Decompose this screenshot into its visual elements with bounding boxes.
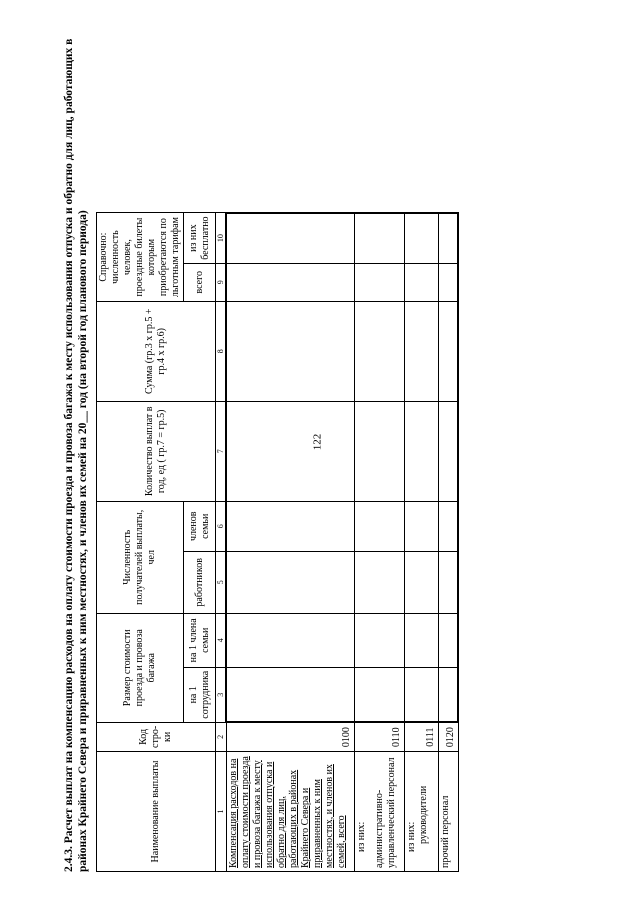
row-name: Компенсация расходов на оплату стоимости проезда и провоза багажа к месту использования отпуска и обратно для лиц, работающих в районах Крайнего Севера и приравненных к ним местностях, и членов их семей, всего [226, 752, 354, 872]
table-row [404, 213, 438, 872]
data-cell[interactable] [404, 667, 438, 722]
page-number: 122 [311, 433, 324, 451]
row-code: 0100 [226, 722, 354, 751]
data-cell[interactable] [438, 263, 458, 301]
data-cell[interactable] [404, 551, 438, 613]
col-num-4: 4 [216, 613, 227, 667]
data-cell[interactable] [438, 213, 458, 263]
table-row [354, 213, 404, 872]
data-cell[interactable] [354, 667, 404, 722]
row-name [404, 752, 438, 872]
row-prefix: из них: [355, 821, 367, 852]
data-cell[interactable] [438, 551, 458, 613]
col-num-7: 7 [216, 401, 227, 501]
header-recipients-employees: работников [184, 551, 216, 613]
payments-table [96, 212, 459, 872]
data-cell[interactable] [226, 401, 354, 501]
data-cell[interactable] [354, 551, 404, 613]
row-name: прочий персонал [438, 752, 458, 872]
data-cell[interactable] [354, 613, 404, 667]
row-code: 0110 [354, 722, 404, 751]
data-cell[interactable] [226, 613, 354, 667]
data-cell[interactable] [226, 501, 354, 551]
col-num-10: 10 [216, 213, 227, 263]
header-reference-total: всего [184, 263, 216, 301]
data-cell[interactable] [354, 401, 404, 501]
header-recipients-group: Численность получателей выплаты, чел [97, 501, 184, 613]
header-cost-employee: на 1 сотрудника [184, 667, 216, 722]
col-num-8: 8 [216, 301, 227, 401]
col-num-5: 5 [216, 551, 227, 613]
data-cell[interactable] [226, 213, 354, 263]
row-code: 0120 [438, 722, 458, 751]
data-cell[interactable] [438, 613, 458, 667]
data-cell[interactable] [438, 501, 458, 551]
data-cell[interactable] [226, 263, 354, 301]
header-recipients-family: членов семьи [184, 501, 216, 551]
header-code: Код стро-ки [97, 722, 216, 751]
row-label: административно-управленческий персонал [373, 757, 397, 868]
col-num-6: 6 [216, 501, 227, 551]
data-cell[interactable] [404, 263, 438, 301]
data-cell[interactable] [226, 551, 354, 613]
header-name: Наименование выплаты [97, 752, 216, 872]
data-cell[interactable] [404, 613, 438, 667]
data-cell[interactable] [438, 301, 458, 401]
table-row [438, 213, 458, 872]
table-row [226, 213, 354, 872]
col-num-9: 9 [216, 263, 227, 301]
heading-line-2: районах Крайнего Севера и приравненных к ним местностях, и членов их семей на 20__ год (на второй год планового периода) [77, 210, 89, 872]
data-cell[interactable] [354, 301, 404, 401]
data-cell[interactable] [404, 301, 438, 401]
header-cost-family: на 1 члена семьи [184, 613, 216, 667]
section-heading [62, 32, 90, 872]
header-reference-free: из них бесплатно [184, 213, 216, 263]
col-num-1: 1 [216, 752, 227, 872]
row-code: 0111 [404, 722, 438, 751]
data-cell[interactable] [354, 213, 404, 263]
heading-line-1: 2.4.3. Расчет выплат на компенсацию расходов на оплату стоимости проезда и провоза багажа к месту использования отпуска и обратно для лиц, работающих в [63, 38, 75, 872]
data-cell[interactable] [404, 401, 438, 501]
data-cell[interactable] [354, 501, 404, 551]
header-reference-group: Справочно: численность человек, проездные билеты которым приобретаются по льготным тарифам [97, 213, 184, 301]
header-sum: Сумма (гр.3 х гр.5 + гр.4 х гр.6) [97, 301, 216, 401]
col-num-2: 2 [216, 722, 227, 751]
data-cell[interactable] [404, 501, 438, 551]
data-cell[interactable] [354, 263, 404, 301]
row-prefix: из них: [405, 821, 417, 852]
row-label: руководители [417, 785, 429, 844]
data-cell[interactable] [438, 401, 458, 501]
header-payments-count: Количество выплат в год, ед ( гр.7 = гр.5) [97, 401, 216, 501]
data-cell[interactable] [226, 667, 354, 722]
col-num-3: 3 [216, 667, 227, 722]
row-name [354, 752, 404, 872]
data-cell[interactable] [438, 667, 458, 722]
rotated-sheet [62, 0, 462, 872]
header-cost-group: Размер стоимости проезда и провоза багажа [97, 613, 184, 722]
data-cell[interactable] [404, 213, 438, 263]
data-cell[interactable] [226, 301, 354, 401]
